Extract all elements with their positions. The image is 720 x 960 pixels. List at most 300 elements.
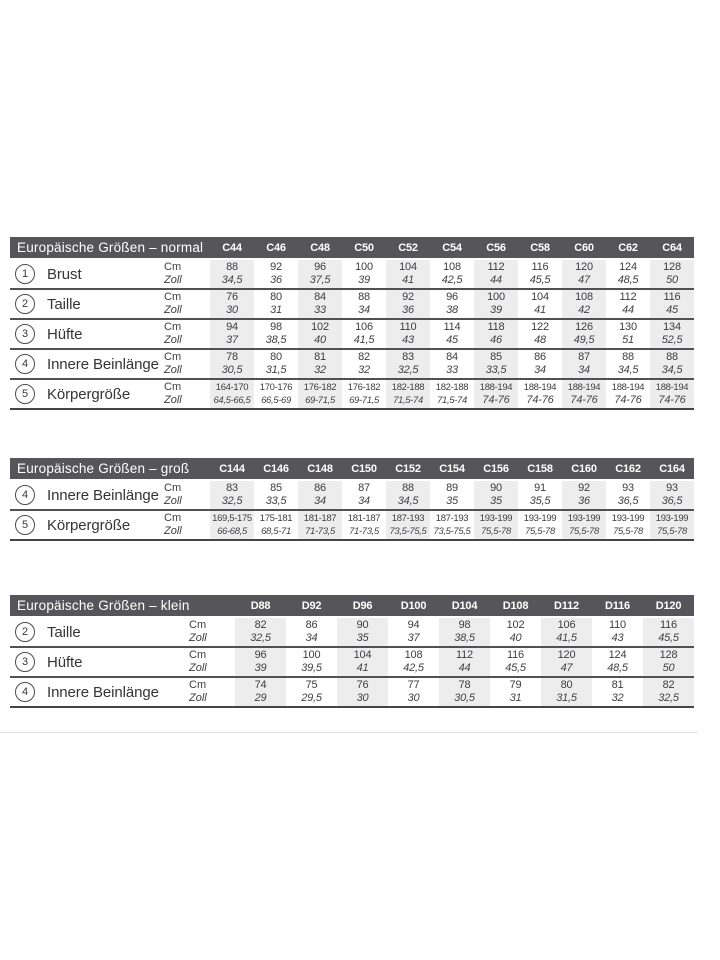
zoll-value: 49,5: [573, 334, 595, 346]
table-row: [10, 260, 694, 290]
cm-value: 86: [305, 619, 318, 631]
cm-value: 116: [507, 649, 524, 661]
row-number-badge: 2: [15, 294, 35, 314]
value-cell: [541, 678, 592, 706]
value-cell: [643, 648, 694, 676]
cm-value: 84: [314, 291, 326, 303]
row-number-badge: 4: [15, 354, 35, 374]
zoll-value: 35: [446, 495, 458, 507]
zoll-value: 44: [458, 662, 471, 674]
cm-value: 104: [531, 291, 549, 303]
cm-value: 104: [399, 261, 417, 273]
cm-value: 90: [490, 482, 502, 494]
page-divider-line: [0, 732, 698, 733]
table-europaeische-groessen-gross: [10, 458, 694, 541]
unit-label-cm: Cm: [189, 619, 207, 631]
zoll-value: 73,5-75,5: [389, 526, 427, 537]
column-header: D120: [655, 599, 682, 612]
unit-label-cm: Cm: [164, 351, 182, 363]
table-row: [10, 678, 694, 708]
cm-value: 188-194: [655, 382, 689, 393]
value-cell: [388, 648, 439, 676]
value-cell: [650, 511, 694, 539]
value-cell: [342, 350, 386, 378]
value-cell: [298, 380, 342, 408]
value-cell: [386, 481, 430, 509]
unit-label-zoll: Zoll: [189, 662, 207, 674]
cm-value: 80: [560, 679, 573, 691]
column-header: C56: [486, 241, 506, 254]
value-cell: [386, 260, 430, 288]
zoll-value: 32: [314, 364, 326, 376]
value-cell: [643, 618, 694, 646]
zoll-value: 47: [560, 662, 573, 674]
zoll-value: 48: [534, 334, 546, 346]
cm-value: 128: [659, 649, 678, 661]
value-cell: [439, 648, 490, 676]
cm-value: 93: [666, 482, 678, 494]
unit-cell: [185, 678, 235, 706]
value-cell: [518, 320, 562, 348]
column-header: D100: [400, 599, 427, 612]
zoll-value: 30,5: [454, 692, 475, 704]
unit-label-cm: Cm: [164, 381, 182, 393]
zoll-value: 75,5-78: [613, 526, 643, 537]
value-cell: [592, 648, 643, 676]
value-cell: [650, 290, 694, 318]
cm-value: 124: [619, 261, 637, 273]
row-number-badge: 5: [15, 515, 35, 535]
column-header: C64: [662, 241, 682, 254]
cm-value: 170-176: [259, 382, 293, 393]
value-cell: [650, 481, 694, 509]
value-cell: [474, 260, 518, 288]
value-cell: [474, 481, 518, 509]
unit-label-zoll: Zoll: [189, 692, 207, 704]
value-cell: [337, 648, 388, 676]
cm-value: 88: [622, 351, 634, 363]
value-cell: [562, 380, 606, 408]
column-header: C148: [307, 462, 333, 475]
zoll-value: 34,5: [617, 364, 639, 376]
cm-value: 188-194: [523, 382, 557, 393]
cm-value: 88: [666, 351, 678, 363]
cm-value: 134: [663, 321, 681, 333]
value-cell: [298, 511, 342, 539]
cm-value: 110: [399, 321, 417, 333]
column-header: C146: [263, 462, 289, 475]
row-label: Innere Beinlänge: [47, 355, 159, 373]
cm-value: 187-193: [391, 513, 425, 524]
zoll-value: 75,5-78: [481, 526, 511, 537]
zoll-value: 36,5: [661, 495, 683, 507]
value-cell: [386, 320, 430, 348]
column-header: C44: [222, 241, 242, 254]
cm-value: 193-199: [523, 513, 557, 524]
value-cell: [606, 380, 650, 408]
column-header: C144: [219, 462, 245, 475]
value-cell: [210, 260, 254, 288]
zoll-value: 30,5: [221, 364, 243, 376]
zoll-value: 36: [578, 495, 590, 507]
zoll-value: 30: [356, 692, 369, 704]
unit-cell: [185, 648, 235, 676]
cm-value: 112: [619, 291, 637, 303]
cm-value: 175-181: [259, 513, 293, 524]
column-header: C46: [266, 241, 286, 254]
value-cell: [430, 290, 474, 318]
cm-value: 96: [314, 261, 326, 273]
cm-value: 100: [487, 291, 505, 303]
zoll-value: 75,5-78: [569, 526, 599, 537]
unit-label-zoll: Zoll: [189, 632, 207, 644]
value-cell: [235, 648, 286, 676]
zoll-value: 31: [270, 304, 282, 316]
value-cell: [562, 260, 606, 288]
table-europaeische-groessen-normal: [10, 237, 694, 410]
zoll-value: 42,5: [441, 274, 463, 286]
cm-value: 88: [226, 261, 238, 273]
cm-value: 96: [446, 291, 458, 303]
cm-value: 124: [608, 649, 627, 661]
cm-value: 91: [534, 482, 546, 494]
zoll-value: 41,5: [556, 632, 577, 644]
value-cell: [235, 678, 286, 706]
value-cell: [430, 260, 474, 288]
cm-value: 76: [356, 679, 369, 691]
cm-value: 106: [557, 619, 576, 631]
row-label: Körpergröße: [47, 385, 131, 403]
cm-value: 169,5-175: [212, 513, 252, 524]
cm-value: 88: [402, 482, 414, 494]
value-cell: [342, 511, 386, 539]
cm-value: 93: [622, 482, 634, 494]
zoll-value: 37,5: [309, 274, 331, 286]
zoll-value: 66,5-69: [261, 395, 291, 406]
cm-value: 76: [226, 291, 238, 303]
zoll-value: 41,5: [353, 334, 375, 346]
cm-value: 87: [578, 351, 590, 363]
cm-value: 82: [254, 619, 267, 631]
table-europaeische-groessen-klein: [10, 595, 694, 708]
cm-value: 82: [662, 679, 675, 691]
column-header: C156: [483, 462, 509, 475]
zoll-value: 34,5: [221, 274, 243, 286]
value-cell: [210, 380, 254, 408]
value-cell: [430, 320, 474, 348]
zoll-value: 75,5-78: [525, 526, 555, 537]
unit-label-cm: Cm: [164, 482, 182, 494]
zoll-value: 33,5: [265, 495, 287, 507]
value-cell: [254, 380, 298, 408]
column-header: C152: [395, 462, 421, 475]
zoll-value: 71-73,5: [349, 526, 379, 537]
row-label-cell: [10, 678, 185, 706]
unit-cell: [160, 320, 210, 348]
value-cell: [235, 618, 286, 646]
value-cell: [518, 481, 562, 509]
zoll-value: 64,5-66,5: [213, 395, 251, 406]
cm-value: 82: [358, 351, 370, 363]
zoll-value: 45: [666, 304, 678, 316]
cm-value: 83: [226, 482, 238, 494]
zoll-value: 31,5: [265, 364, 287, 376]
zoll-value: 36: [402, 304, 414, 316]
value-cell: [518, 260, 562, 288]
zoll-value: 44: [490, 274, 502, 286]
value-cell: [254, 290, 298, 318]
value-cell: [342, 290, 386, 318]
value-cell: [606, 320, 650, 348]
cm-value: 84: [446, 351, 458, 363]
cm-value: 77: [407, 679, 420, 691]
value-cell: [210, 511, 254, 539]
zoll-value: 42,5: [403, 662, 424, 674]
cm-value: 108: [443, 261, 461, 273]
zoll-value: 52,5: [661, 334, 683, 346]
cm-value: 120: [575, 261, 593, 273]
zoll-value: 34,5: [661, 364, 683, 376]
unit-label-zoll: Zoll: [164, 364, 182, 376]
cm-value: 102: [311, 321, 329, 333]
cm-value: 78: [226, 351, 238, 363]
column-header: D104: [451, 599, 478, 612]
table-header-bar: [10, 595, 694, 616]
column-header: C158: [527, 462, 553, 475]
unit-label-zoll: Zoll: [164, 274, 182, 286]
cm-value: 98: [270, 321, 282, 333]
cm-value: 98: [458, 619, 471, 631]
value-cell: [606, 350, 650, 378]
value-cell: [298, 290, 342, 318]
table-row: [10, 511, 694, 541]
unit-label-cm: Cm: [164, 291, 182, 303]
value-cell: [562, 481, 606, 509]
row-label-cell: [10, 260, 160, 288]
value-cell: [386, 350, 430, 378]
zoll-value: 31: [509, 692, 522, 704]
cm-value: 83: [402, 351, 414, 363]
column-header: D88: [250, 599, 271, 612]
row-label: Körpergröße: [47, 516, 131, 534]
cm-value: 94: [226, 321, 238, 333]
cm-value: 176-182: [347, 382, 381, 393]
zoll-value: 50: [662, 662, 675, 674]
zoll-value: 41: [534, 304, 546, 316]
column-header: D108: [502, 599, 529, 612]
unit-cell: [160, 350, 210, 378]
zoll-value: 32: [358, 364, 370, 376]
value-cell: [430, 380, 474, 408]
zoll-value: 69-71,5: [305, 395, 335, 406]
cm-value: 193-199: [655, 513, 689, 524]
cm-value: 79: [509, 679, 522, 691]
table-row: [10, 290, 694, 320]
cm-value: 100: [355, 261, 373, 273]
cm-value: 182-188: [435, 382, 469, 393]
zoll-value: 50: [666, 274, 678, 286]
column-header: C160: [571, 462, 597, 475]
column-header: C154: [439, 462, 465, 475]
unit-label-zoll: Zoll: [164, 495, 182, 507]
zoll-value: 73,5-75,5: [433, 526, 471, 537]
zoll-value: 32,5: [658, 692, 679, 704]
value-cell: [606, 511, 650, 539]
cm-value: 128: [663, 261, 681, 273]
zoll-value: 46: [490, 334, 502, 346]
value-cell: [430, 350, 474, 378]
value-cell: [541, 648, 592, 676]
zoll-value: 34: [358, 304, 370, 316]
zoll-value: 74-76: [658, 394, 686, 406]
cm-value: 86: [314, 482, 326, 494]
value-cell: [518, 511, 562, 539]
cm-value: 89: [446, 482, 458, 494]
row-label-cell: [10, 380, 160, 408]
zoll-value: 40: [509, 632, 522, 644]
value-cell: [430, 481, 474, 509]
value-cell: [342, 260, 386, 288]
cm-value: 86: [534, 351, 546, 363]
cm-value: 193-199: [567, 513, 601, 524]
unit-label-cm: Cm: [189, 649, 207, 661]
zoll-value: 48,5: [617, 274, 639, 286]
zoll-value: 74-76: [526, 394, 554, 406]
value-cell: [518, 380, 562, 408]
value-cell: [254, 511, 298, 539]
cm-value: 75: [305, 679, 318, 691]
zoll-value: 34: [534, 364, 546, 376]
zoll-value: 32,5: [221, 495, 243, 507]
table-row: [10, 350, 694, 380]
value-cell: [518, 290, 562, 318]
cm-value: 96: [254, 649, 267, 661]
row-label-cell: [10, 481, 160, 509]
value-cell: [337, 618, 388, 646]
value-cell: [254, 350, 298, 378]
value-cell: [592, 678, 643, 706]
cm-value: 112: [487, 261, 505, 273]
row-number-badge: 1: [15, 264, 35, 284]
value-cell: [388, 618, 439, 646]
row-label: Hüfte: [47, 325, 83, 343]
cm-value: 116: [663, 291, 681, 303]
cm-value: 78: [458, 679, 471, 691]
value-cell: [439, 618, 490, 646]
value-cell: [650, 380, 694, 408]
value-cell: [430, 511, 474, 539]
cm-value: 104: [353, 649, 372, 661]
column-header: C62: [618, 241, 638, 254]
unit-cell: [160, 380, 210, 408]
unit-label-cm: Cm: [164, 261, 182, 273]
zoll-value: 45,5: [529, 274, 551, 286]
value-cell: [518, 350, 562, 378]
table-title: Europäische Größen – groß: [17, 461, 190, 476]
value-cell: [474, 350, 518, 378]
column-header: C50: [354, 241, 374, 254]
table-row: [10, 648, 694, 678]
value-cell: [562, 320, 606, 348]
cm-value: 187-193: [435, 513, 469, 524]
row-number-badge: 2: [15, 622, 35, 642]
column-header: D112: [554, 599, 579, 612]
row-number-badge: 3: [15, 652, 35, 672]
zoll-value: 38,5: [265, 334, 287, 346]
zoll-value: 75,5-78: [657, 526, 687, 537]
zoll-value: 39: [358, 274, 370, 286]
value-cell: [439, 678, 490, 706]
zoll-value: 69-71,5: [349, 395, 379, 406]
value-cell: [474, 511, 518, 539]
zoll-value: 48,5: [607, 662, 628, 674]
zoll-value: 34: [358, 495, 370, 507]
value-cell: [342, 380, 386, 408]
table-header-bar: [10, 458, 694, 479]
cm-value: 116: [660, 619, 677, 631]
value-cell: [562, 350, 606, 378]
value-cell: [474, 290, 518, 318]
zoll-value: 68,5-71: [261, 526, 291, 537]
unit-label-zoll: Zoll: [164, 394, 182, 406]
cm-value: 81: [611, 679, 624, 691]
zoll-value: 33: [314, 304, 326, 316]
value-cell: [342, 481, 386, 509]
zoll-value: 34,5: [397, 495, 419, 507]
zoll-value: 44: [622, 304, 634, 316]
zoll-value: 33,5: [485, 364, 507, 376]
zoll-value: 29: [254, 692, 267, 704]
cm-value: 85: [490, 351, 502, 363]
zoll-value: 38,5: [454, 632, 475, 644]
value-cell: [298, 350, 342, 378]
value-cell: [474, 380, 518, 408]
cm-value: 85: [270, 482, 282, 494]
row-label-cell: [10, 320, 160, 348]
value-cell: [474, 320, 518, 348]
table-row: [10, 618, 694, 648]
zoll-value: 33: [446, 364, 458, 376]
value-cell: [286, 678, 337, 706]
cm-value: 120: [557, 649, 576, 661]
value-cell: [254, 260, 298, 288]
value-cell: [490, 618, 541, 646]
cm-value: 193-199: [479, 513, 513, 524]
value-cell: [210, 320, 254, 348]
row-label: Taille: [47, 623, 81, 641]
column-header: C58: [530, 241, 550, 254]
value-cell: [298, 481, 342, 509]
table-row: [10, 481, 694, 511]
value-cell: [254, 481, 298, 509]
cm-value: 118: [487, 321, 505, 333]
row-label: Taille: [47, 295, 81, 313]
cm-value: 112: [456, 649, 473, 661]
table-row: [10, 320, 694, 350]
cm-value: 106: [355, 321, 373, 333]
cm-value: 102: [506, 619, 525, 631]
cm-value: 122: [531, 321, 549, 333]
column-header: C150: [351, 462, 377, 475]
unit-cell: [160, 260, 210, 288]
zoll-value: 41: [356, 662, 369, 674]
cm-value: 181-187: [347, 513, 381, 524]
cm-value: 92: [402, 291, 414, 303]
value-cell: [337, 678, 388, 706]
zoll-value: 45,5: [658, 632, 679, 644]
cm-value: 130: [619, 321, 637, 333]
zoll-value: 31,5: [556, 692, 577, 704]
